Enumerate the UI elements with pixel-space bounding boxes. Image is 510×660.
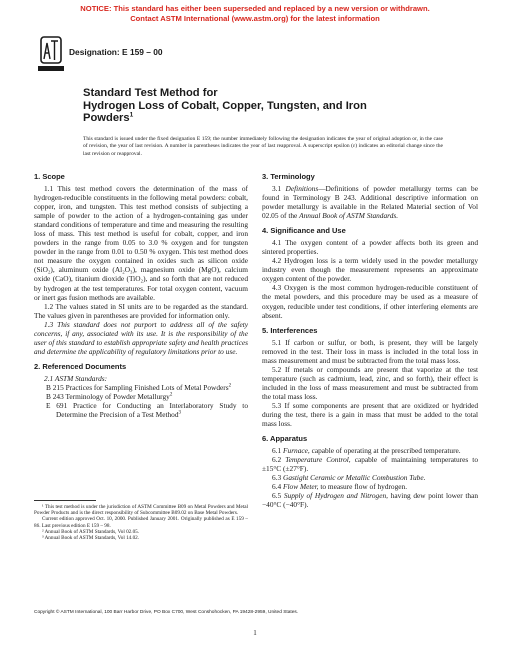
paragraph-4-3: 4.3 Oxygen is the most common hydrogen-reducible constituent of the metal powders, and this procedure may be used as a measure of oxygen, reducible under test conditions, if other interfering elements are absent.: [262, 283, 478, 320]
section-heading-significance: 4. Significance and Use: [262, 226, 346, 236]
paragraph-5-1: 5.1 If carbon or sulfur, or both, is present, they will be largely removed in the test. Their loss in mass is included in the total loss in mass measurement and must be subtracted from the total mass loss.: [262, 337, 478, 365]
footnote-divider: [34, 500, 96, 501]
paragraph-5-3: 5.3 If some components are present that are oxidized or hydrided during the test, there is a gain in mass that must be added to the total mass loss.: [262, 400, 478, 429]
copyright-line: Copyright © ASTM International, 100 Barr Harbor Drive, PO Box C700, West Conshohocken, PA 19428-2959, United States.: [34, 610, 299, 615]
footnote-3: ³ Annual Book of ASTM Standards, Vol 14.02.: [42, 535, 140, 542]
footnote-2: ² Annual Book of ASTM Standards, Vol 02.05.: [42, 528, 140, 535]
page-number: 1: [253, 629, 257, 637]
paragraph-1-1: 1.1 This test method covers the determination of the mass of hydrogen-reducible constituents in the following metal powders: cobalt, copper, iron, and tungsten. This test method consists of subjecting a sample of powder to the action of a hydrogen-containing gas under standard conditions of temperature and time and measuring the resulting loss of mass. This test method is useful for cobalt, copper, and iron powders in the range from 0.05 to 3.0 % oxygen and for tungsten powder in the range from 0.01 to 0.50 % oxygen. This test method does not measure the oxygen contained in oxides such as silicon oxide (SiO₂), aluminum oxide (Al₂O₃), magnesium oxide (MgO), calcium oxide (CaO), titanium dioxide (TiO₂), and so forth that are not reduced by hydrogen at the test temperatures. For total oxygen content, vacuum or inert gas fusion methods are available.: [34, 184, 248, 302]
paragraph-1-3: 1.3 This standard does not purport to address all of the safety concerns, if any, associated with its use. It is the responsibility of the user of this standard to establish appropriate safety and health practices and determine the applicability of regulatory limitations prior to use.: [34, 319, 248, 356]
section-heading-scope: 1. Scope: [34, 172, 65, 181]
right-column: [262, 172, 478, 509]
paragraph-6-3: 6.3 Gastight Ceramic or Metallic Combustion Tube.: [272, 473, 426, 483]
paragraph-6-5: 6.5 Supply of Hydrogen and Nitrogen, having dew point lower than −40°C (−40°F).: [262, 491, 478, 510]
section-heading-apparatus: 6. Apparatus: [262, 434, 308, 444]
section-heading-interferences: 5. Interferences: [262, 325, 318, 335]
paragraph-4-1: 4.1 The oxygen content of a powder affects both its green and sintered properties.: [262, 238, 478, 257]
reference-b215: B 215 Practices for Sampling Finished Lots of Metal Powders$^2$: [46, 382, 232, 392]
paragraph-1-2: 1.2 The values stated in SI units are to be regarded as the standard. The values given in parentheses are provided for information only.: [34, 301, 248, 320]
title-line-3: Powders$^1$: [83, 111, 134, 125]
footnote-1: ¹ This test method is under the jurisdiction of ASTM Committee B09 on Metal Powders and Metal Powder Products and is the direct responsibility of Subcommittee B09.02 on Base Metal Powders.: [34, 504, 248, 517]
astm-logo-icon: [38, 35, 64, 75]
left-column: [34, 172, 248, 419]
paragraph-3-1: 3.1 Definitions—Definitions of powder metallurgy terms can be found in Terminology B 243. Additional descriptive information on powder metallurgy is available in the Related Material section of Vol 02.05 of the Annual Book of ASTM Standards.: [262, 184, 478, 221]
notice-line-1: NOTICE: This standard has either been superseded and replaced by a new version or withdrawn.: [80, 4, 430, 13]
section-heading-referenced-documents: 2. Referenced Documents: [34, 361, 127, 371]
section-heading-terminology: 3. Terminology: [262, 172, 315, 181]
withdrawal-notice: [0, 4, 510, 23]
paragraph-4-2: 4.2 Hydrogen loss is a term widely used in the powder metallurgy industry even though the measurement represents an approximate oxygen content of the powder.: [262, 256, 478, 284]
paragraph-2-1: 2.1 ASTM Standards:: [44, 373, 108, 383]
paragraph-6-2: 6.2 Temperature Control, capable of maintaining temperatures to ±15°C (±27°F).: [262, 455, 479, 474]
paragraph-6-1: 6.1 Furnace, capable of operating at the prescribed temperature.: [272, 446, 461, 456]
paragraph-6-4: 6.4 Flow Meter, to measure flow of hydrogen.: [272, 482, 408, 492]
footnotes: [34, 500, 248, 541]
issuance-note: This standard is issued under the fixed designation E 159; the number immediately following the designation indicates the year of original adoption or, in the case of revision, the year of last revision. A number in parentheses indicates the year of last reapproval. A superscript epsilon (ε) indicates an editorial change since the last revision or reapproval.: [83, 136, 443, 157]
paragraph-5-2: 5.2 If metals or compounds are present that vaporize at the test temperature (such as cadmium, lead, zinc, and so forth), their effect is included in the loss of mass measurement and must be subtracted from the total mass loss.: [262, 364, 478, 401]
footnote-1-edition: Current edition approved Oct. 10, 2000. Published January 2001. Originally published as E 159 – 86. Last previous edition E 159 – 98.: [34, 516, 248, 529]
reference-e691: E 691 Practice for Conducting an Interlaboratory Study to Determine the Precision of a Test Method$^3$: [46, 401, 248, 420]
title-line-2: Hydrogen Loss of Cobalt, Copper, Tungsten, and Iron: [83, 99, 367, 112]
document-title: [83, 87, 403, 125]
notice-line-2: Contact ASTM International (www.astm.org) for the latest information: [130, 13, 380, 23]
title-line-1: Standard Test Method for: [83, 87, 218, 99]
designation: Designation: E 159 – 00: [69, 47, 163, 57]
reference-b243: B 243 Terminology of Powder Metallurgy$^2$: [46, 391, 173, 401]
